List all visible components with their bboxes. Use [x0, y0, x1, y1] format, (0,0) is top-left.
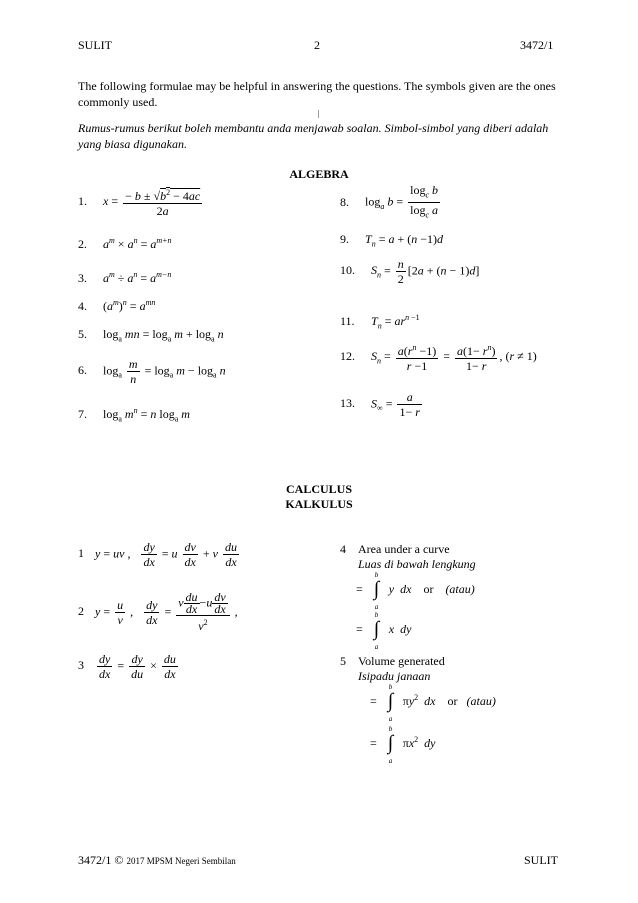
calculus-formula-2: 2 y = $\frac{u}{v}$ , $\frac{dy}{dx}$ = v $\frac{du}{dx}$ −u $\frac{dv}{dx}$ $v^2$ , — [78, 590, 238, 633]
cursor-bar: | — [318, 109, 320, 118]
algebra-formula-7: 7. $\log_a m^n = n$ $\log_a m$ — [78, 406, 190, 424]
formula-label: 3 — [78, 658, 84, 673]
calculus-label-4: 4 — [340, 542, 346, 556]
header-left: SULIT — [78, 38, 112, 52]
algebra-formula-2: 2. $a^m \times a^n = a^{m+n}$ — [78, 236, 172, 251]
formula-label: 12. — [340, 348, 355, 363]
footer-code: 3472/1 © — [78, 853, 124, 867]
formula-label: 13. — [340, 396, 355, 411]
algebra-formula-1: 1. x = $\frac{- b \pm √b^2 - 4ac}{2a}$ — [78, 188, 201, 218]
area-formula-y: = b ∫ a y dx or (atau) — [356, 571, 475, 611]
area-title-malay: Luas di bawah lengkung — [358, 557, 476, 571]
atau-text: (atau) — [466, 693, 496, 708]
area-formula-x: = b ∫ a x dy — [356, 611, 412, 651]
formula-label: 11. — [340, 314, 355, 328]
algebra-formula-5: 5. $\log_a$ mn = $\log_a m + \log_a n$ — [78, 327, 224, 344]
calculus-title: CALCULUS — [285, 482, 352, 496]
calculus-label-5: 5 — [340, 654, 346, 668]
header-right: 3472/1 — [520, 38, 554, 52]
algebra-formula-8: 8. $\log_a b$ = $\frac{\log_c b}{\log_c a}$ — [340, 183, 439, 220]
page-number: 2 — [314, 38, 320, 52]
formula-label: 5. — [78, 327, 87, 341]
algebra-formula-9: 9. $T_n = a + (n -1)d$ — [340, 232, 443, 249]
or-text: or — [447, 693, 458, 708]
formula-label: 6. — [78, 363, 87, 378]
or-text: or — [423, 581, 434, 596]
volume-formula-x: = b ∫ a $\pi x^2$ dy — [370, 725, 436, 765]
formula-label: 2 — [78, 604, 84, 619]
kalkulus-title: KALKULUS — [285, 497, 353, 511]
intro-english: The following formulae may be helpful in answering the questions. The symbols given are the ones commonly used. — [78, 79, 556, 109]
volume-title: Volume generated — [358, 654, 445, 668]
algebra-formula-12: 12. $S_n$ = $\frac{a(r^n -1)}{r -1}$ = $\frac{a(1- r^n)}{1- r}$ , (r ≠ 1) — [340, 343, 537, 373]
algebra-formula-4: 4. $(a^m)^n = a^{mn}$ — [78, 298, 156, 313]
footer-left — [78, 853, 236, 868]
footer-publisher: 2017 MPSM Negeri Sembilan — [126, 856, 236, 866]
formula-label: 1. — [78, 193, 87, 208]
volume-formula-y: = b ∫ a $\pi y^2$ dx or (atau) — [370, 683, 496, 723]
formula-label: 10. — [340, 263, 355, 278]
formula-label: 2. — [78, 237, 87, 251]
formula-label: 1 — [78, 546, 84, 561]
algebra-formula-10: 10. $S_n$ = $\frac{n}{2}$ [2a + (n − 1)d] — [340, 257, 480, 286]
formula-label: 9. — [340, 232, 349, 246]
formula-label: 4. — [78, 299, 87, 313]
formula-label: 8. — [340, 194, 349, 209]
atau-text: (atau) — [445, 581, 475, 596]
footer-right: SULIT — [524, 853, 558, 867]
formula-label: 7. — [78, 407, 87, 421]
area-title: Area under a curve — [358, 542, 450, 556]
algebra-formula-13: 13. $S_\infty$ = $\frac{a}{1- r}$ — [340, 390, 420, 419]
intro-malay: Rumus-rumus berikut boleh membantu anda menjawab soalan. Simbol-simbol yang diberi adalah yang biasa digunakan. — [78, 121, 549, 151]
calculus-formula-1: 1 y = uv , $\frac{dy}{dx}$ = u $\frac{dv}{dx}$ + v $\frac{du}{dx}$ — [78, 540, 237, 569]
formula-label: 3. — [78, 271, 87, 285]
volume-title-malay: Isipadu janaan — [358, 669, 431, 683]
algebra-title: ALGEBRA — [289, 167, 349, 181]
calculus-formula-3: 3 $\frac{dy}{dx}$ = $\frac{dy}{du}$ × $\frac{du}{dx}$ — [78, 652, 176, 681]
algebra-formula-6: 6. $\log_a$ $\frac{m}{n}$ = $\log_a m - \log_a n$ — [78, 357, 226, 386]
algebra-formula-3: 3. $a^m \div a^n = a^{m-n}$ — [78, 270, 172, 285]
algebra-formula-11: 11. $T_n = ar^{n -1}$ — [340, 313, 420, 331]
